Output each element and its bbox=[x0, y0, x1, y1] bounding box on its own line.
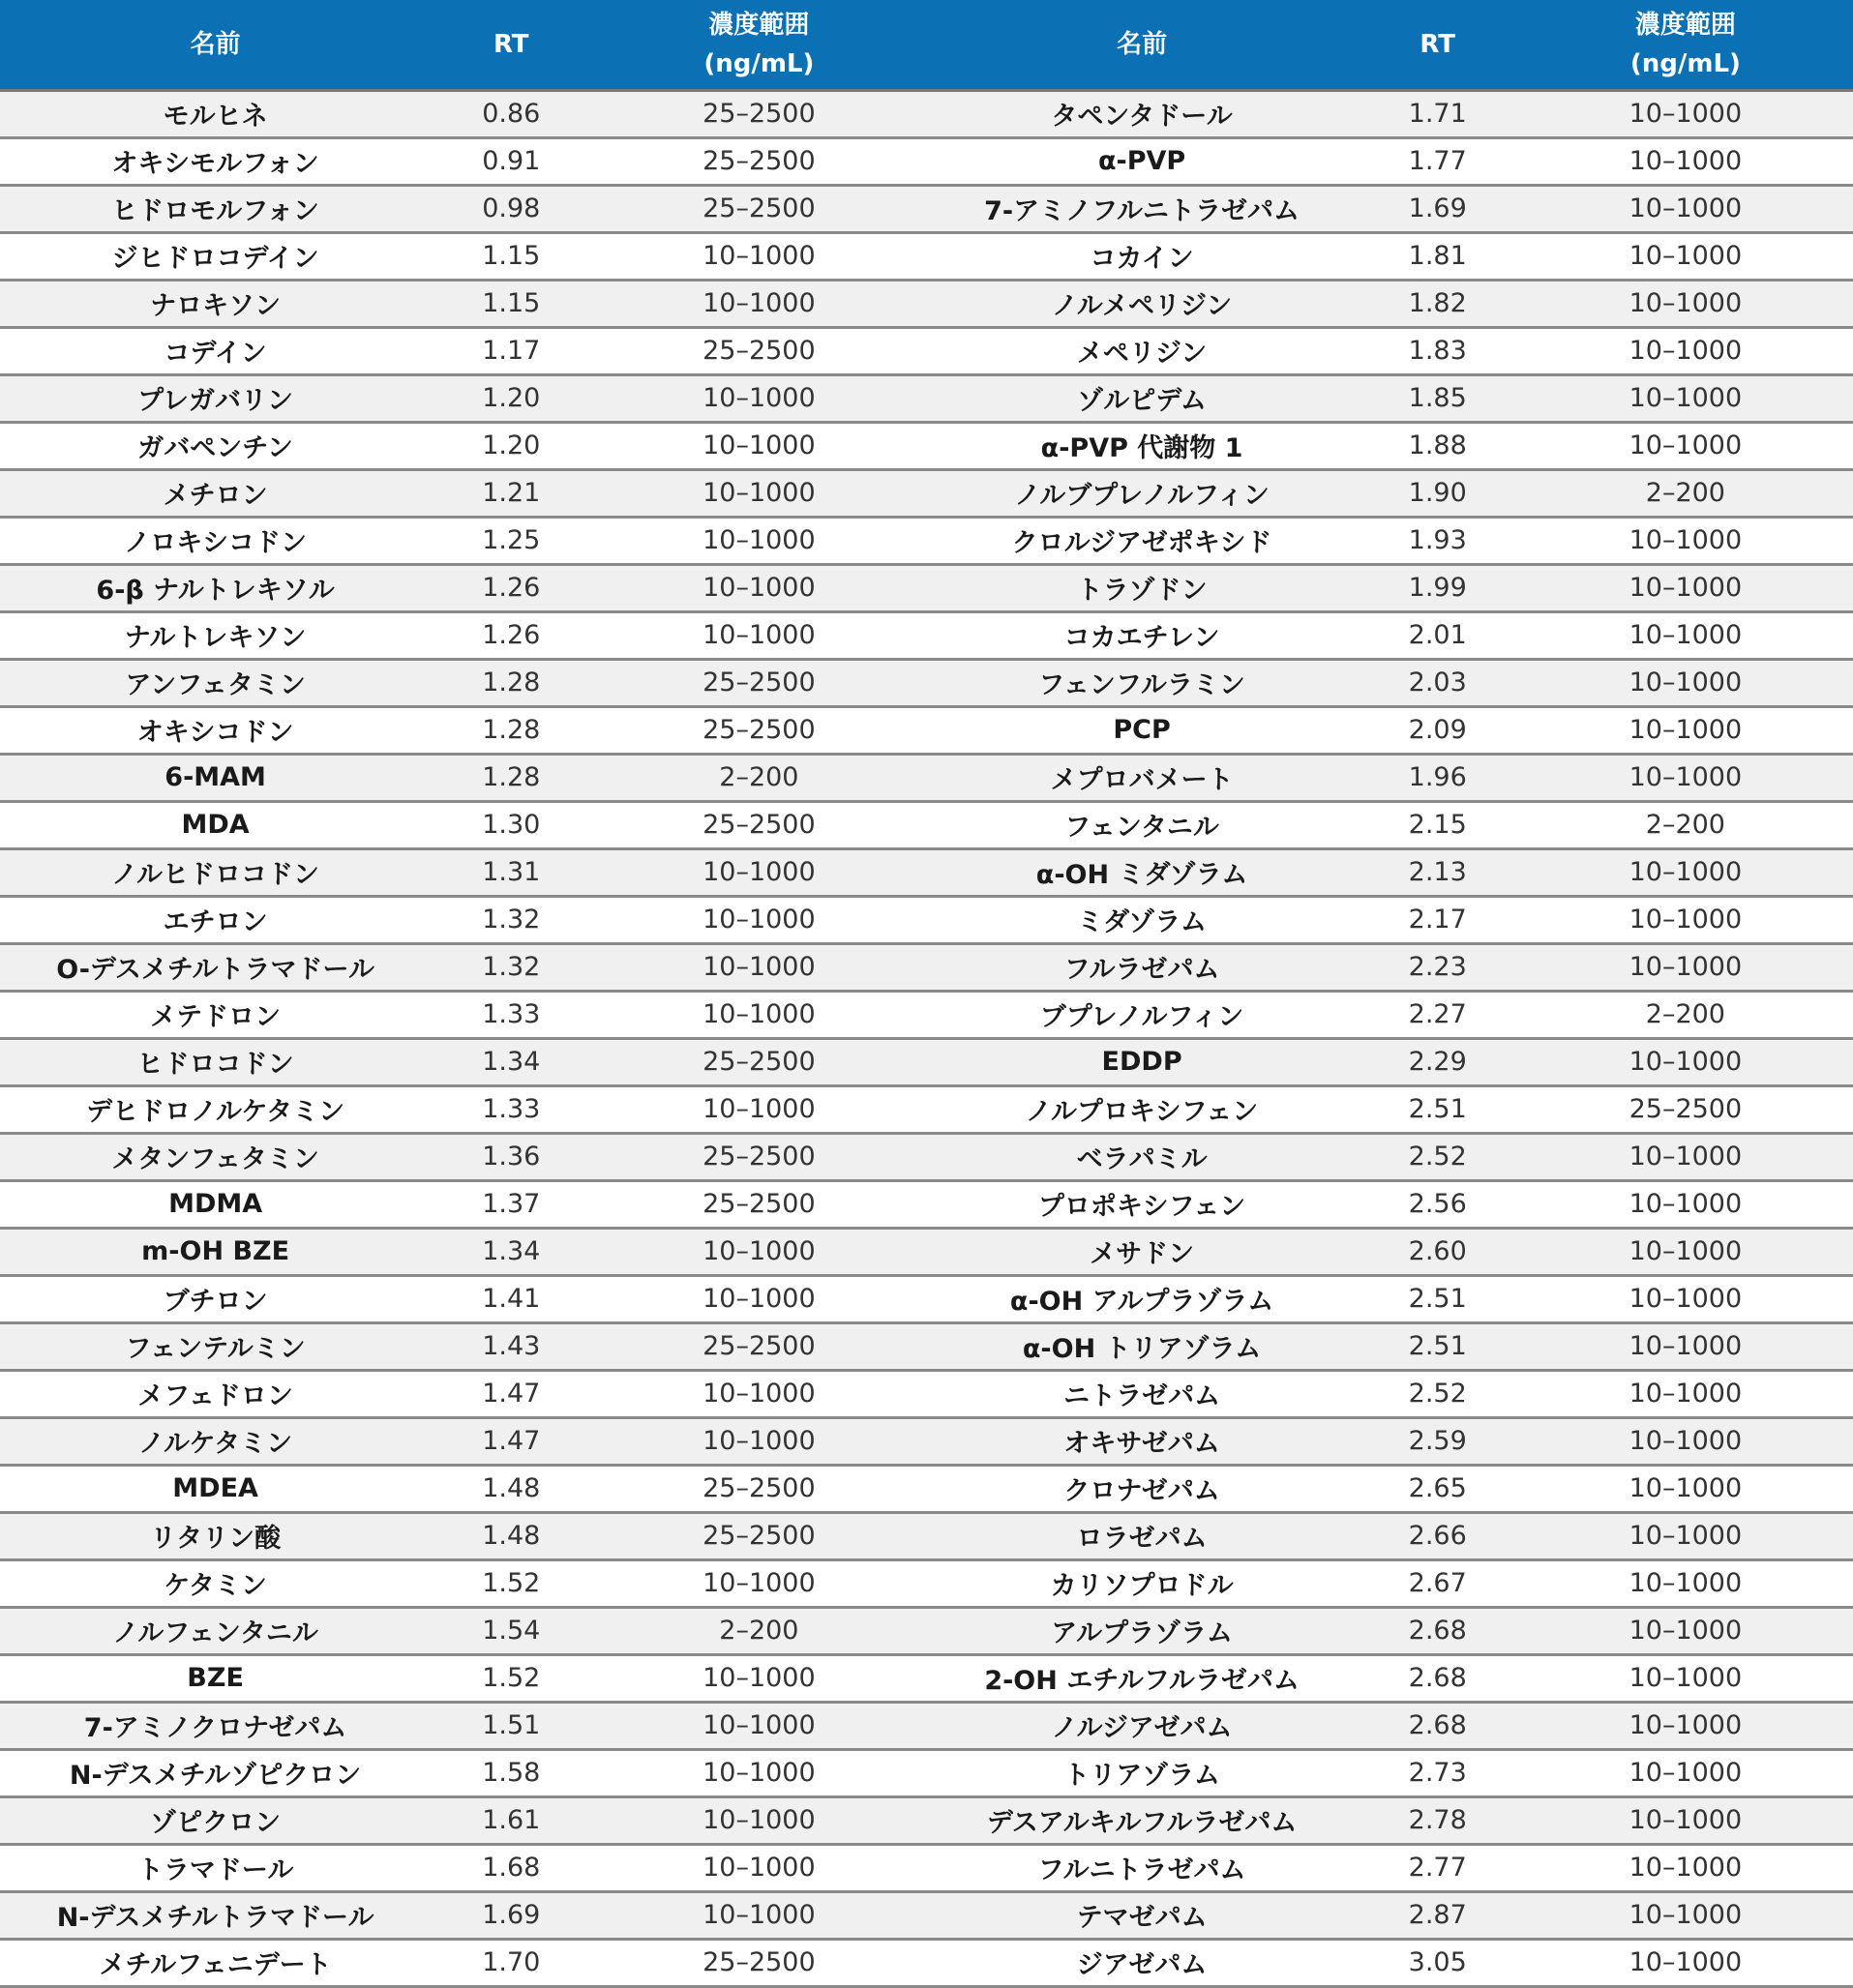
right-compound-name-cell: PCP bbox=[926, 706, 1357, 754]
left-rt-cell: 1.61 bbox=[431, 1796, 591, 1844]
left-concentration-range-cell: 10–1000 bbox=[591, 896, 926, 943]
table-row bbox=[0, 1038, 1853, 1085]
left-compound-name-cell: プレガバリン bbox=[0, 374, 431, 422]
right-rt-cell: 1.90 bbox=[1358, 469, 1518, 517]
left-concentration-range-cell: 25–2500 bbox=[591, 801, 926, 848]
table-row bbox=[0, 422, 1853, 469]
right-concentration-range-cell: 2–200 bbox=[1518, 801, 1853, 848]
right-rt-cell: 2.68 bbox=[1358, 1702, 1518, 1749]
right-concentration-range-cell: 10–1000 bbox=[1518, 1796, 1853, 1844]
left-concentration-range-cell: 25–2500 bbox=[591, 137, 926, 185]
right-rt-cell: 1.93 bbox=[1358, 517, 1518, 564]
left-rt-cell: 1.52 bbox=[431, 1559, 591, 1607]
right-rt-cell: 1.69 bbox=[1358, 185, 1518, 232]
left-concentration-range-cell: 10–1000 bbox=[591, 991, 926, 1038]
right-compound-name-cell: テマゼパム bbox=[926, 1891, 1357, 1939]
right-rt-cell: 1.77 bbox=[1358, 137, 1518, 185]
header-range-line2: (ng/mL) bbox=[703, 48, 815, 78]
right-rt-cell: 1.85 bbox=[1358, 374, 1518, 422]
table-row bbox=[0, 185, 1853, 232]
right-rt-cell: 2.60 bbox=[1358, 1228, 1518, 1275]
right-rt-cell: 2.66 bbox=[1358, 1512, 1518, 1559]
right-compound-name-cell: α-PVP 代謝物 1 bbox=[926, 422, 1357, 469]
right-rt-cell: 2.13 bbox=[1358, 848, 1518, 896]
right-concentration-range-cell: 10–1000 bbox=[1518, 137, 1853, 185]
left-rt-cell: 1.36 bbox=[431, 1133, 591, 1180]
right-compound-name-cell: ノルブプレノルフィン bbox=[926, 469, 1357, 517]
left-rt-cell: 1.54 bbox=[431, 1607, 591, 1654]
right-compound-name-cell: α-OH ミダゾラム bbox=[926, 848, 1357, 896]
left-compound-name-cell: メチルフェニデート bbox=[0, 1939, 431, 1986]
right-concentration-range-cell: 10–1000 bbox=[1518, 1891, 1853, 1939]
right-concentration-range-cell: 10–1000 bbox=[1518, 1607, 1853, 1654]
left-rt-cell: 1.20 bbox=[431, 422, 591, 469]
right-rt-cell: 2.65 bbox=[1358, 1465, 1518, 1512]
right-concentration-range-cell: 2–200 bbox=[1518, 991, 1853, 1038]
left-compound-name-cell: ヒドロコドン bbox=[0, 1038, 431, 1085]
right-rt-cell: 2.78 bbox=[1358, 1796, 1518, 1844]
table-row bbox=[0, 659, 1853, 706]
right-compound-name-cell: クロナゼパム bbox=[926, 1465, 1357, 1512]
header-rt-left: RT bbox=[431, 0, 591, 90]
header-rt-right: RT bbox=[1358, 0, 1518, 90]
right-rt-cell: 2.59 bbox=[1358, 1417, 1518, 1465]
left-concentration-range-cell: 10–1000 bbox=[591, 469, 926, 517]
right-rt-cell: 2.73 bbox=[1358, 1749, 1518, 1796]
left-rt-cell: 1.37 bbox=[431, 1180, 591, 1228]
header-range-right bbox=[1518, 0, 1853, 90]
right-concentration-range-cell: 10–1000 bbox=[1518, 1038, 1853, 1085]
left-concentration-range-cell: 10–1000 bbox=[591, 943, 926, 991]
right-rt-cell: 1.96 bbox=[1358, 754, 1518, 801]
table-row bbox=[0, 374, 1853, 422]
left-concentration-range-cell: 10–1000 bbox=[591, 1796, 926, 1844]
left-concentration-range-cell: 10–1000 bbox=[591, 1559, 926, 1607]
left-concentration-range-cell: 10–1000 bbox=[591, 1844, 926, 1891]
right-compound-name-cell: α-OH アルプラゾラム bbox=[926, 1275, 1357, 1322]
left-rt-cell: 1.32 bbox=[431, 943, 591, 991]
left-compound-name-cell: ナロキソン bbox=[0, 280, 431, 327]
table-row bbox=[0, 1228, 1853, 1275]
right-concentration-range-cell: 10–1000 bbox=[1518, 611, 1853, 659]
left-compound-name-cell: 6-β ナルトレキソル bbox=[0, 564, 431, 611]
right-compound-name-cell: 7-アミノフルニトラゼパム bbox=[926, 185, 1357, 232]
left-compound-name-cell: ガバペンチン bbox=[0, 422, 431, 469]
left-rt-cell: 1.52 bbox=[431, 1654, 591, 1702]
table-row bbox=[0, 848, 1853, 896]
table-row bbox=[0, 1607, 1853, 1654]
right-concentration-range-cell: 10–1000 bbox=[1518, 848, 1853, 896]
table-row bbox=[0, 1796, 1853, 1844]
left-compound-name-cell: トラマドール bbox=[0, 1844, 431, 1891]
right-concentration-range-cell: 10–1000 bbox=[1518, 1559, 1853, 1607]
left-compound-name-cell: N-デスメチルトラマドール bbox=[0, 1891, 431, 1939]
header-range-left bbox=[591, 0, 926, 90]
left-compound-name-cell: モルヒネ bbox=[0, 90, 431, 137]
right-rt-cell: 2.17 bbox=[1358, 896, 1518, 943]
right-concentration-range-cell: 10–1000 bbox=[1518, 754, 1853, 801]
right-compound-name-cell: カリソプロドル bbox=[926, 1559, 1357, 1607]
right-concentration-range-cell: 10–1000 bbox=[1518, 1512, 1853, 1559]
right-rt-cell: 1.71 bbox=[1358, 90, 1518, 137]
left-concentration-range-cell: 25–2500 bbox=[591, 1038, 926, 1085]
left-rt-cell: 1.15 bbox=[431, 232, 591, 280]
left-compound-name-cell: 7-アミノクロナゼパム bbox=[0, 1702, 431, 1749]
left-concentration-range-cell: 10–1000 bbox=[591, 1702, 926, 1749]
right-compound-name-cell: ベラパミル bbox=[926, 1133, 1357, 1180]
left-rt-cell: 1.26 bbox=[431, 564, 591, 611]
right-rt-cell: 2.68 bbox=[1358, 1654, 1518, 1702]
left-concentration-range-cell: 25–2500 bbox=[591, 90, 926, 137]
left-compound-name-cell: メテドロン bbox=[0, 991, 431, 1038]
left-concentration-range-cell: 2–200 bbox=[591, 1607, 926, 1654]
right-concentration-range-cell: 10–1000 bbox=[1518, 1749, 1853, 1796]
left-rt-cell: 1.28 bbox=[431, 754, 591, 801]
right-compound-name-cell: フルニトラゼパム bbox=[926, 1844, 1357, 1891]
table-row bbox=[0, 1891, 1853, 1939]
right-concentration-range-cell: 10–1000 bbox=[1518, 896, 1853, 943]
table-row bbox=[0, 1133, 1853, 1180]
left-compound-name-cell: BZE bbox=[0, 1654, 431, 1702]
header-range-line1: 濃度範囲 bbox=[1634, 10, 1736, 40]
right-concentration-range-cell: 10–1000 bbox=[1518, 1370, 1853, 1417]
right-compound-name-cell: ノルプロキシフェン bbox=[926, 1085, 1357, 1133]
left-compound-name-cell: ノルケタミン bbox=[0, 1417, 431, 1465]
right-rt-cell: 2.67 bbox=[1358, 1559, 1518, 1607]
table-row bbox=[0, 1749, 1853, 1796]
right-compound-name-cell: コカエチレン bbox=[926, 611, 1357, 659]
right-compound-name-cell: ノルジアゼパム bbox=[926, 1702, 1357, 1749]
left-concentration-range-cell: 10–1000 bbox=[591, 1085, 926, 1133]
table-row bbox=[0, 90, 1853, 137]
table-row bbox=[0, 1417, 1853, 1465]
left-concentration-range-cell: 25–2500 bbox=[591, 1939, 926, 1986]
right-compound-name-cell: タペンタドール bbox=[926, 90, 1357, 137]
right-rt-cell: 1.81 bbox=[1358, 232, 1518, 280]
left-rt-cell: 1.34 bbox=[431, 1038, 591, 1085]
right-compound-name-cell: アルプラゾラム bbox=[926, 1607, 1357, 1654]
left-concentration-range-cell: 10–1000 bbox=[591, 1891, 926, 1939]
table-row bbox=[0, 564, 1853, 611]
left-concentration-range-cell: 10–1000 bbox=[591, 1654, 926, 1702]
right-concentration-range-cell: 10–1000 bbox=[1518, 706, 1853, 754]
left-concentration-range-cell: 10–1000 bbox=[591, 1275, 926, 1322]
left-rt-cell: 1.20 bbox=[431, 374, 591, 422]
left-concentration-range-cell: 10–1000 bbox=[591, 1749, 926, 1796]
left-concentration-range-cell: 25–2500 bbox=[591, 1180, 926, 1228]
right-rt-cell: 2.01 bbox=[1358, 611, 1518, 659]
right-rt-cell: 2.52 bbox=[1358, 1133, 1518, 1180]
right-concentration-range-cell: 2–200 bbox=[1518, 469, 1853, 517]
table-row bbox=[0, 1085, 1853, 1133]
right-rt-cell: 1.88 bbox=[1358, 422, 1518, 469]
left-rt-cell: 1.31 bbox=[431, 848, 591, 896]
left-compound-name-cell: 6-MAM bbox=[0, 754, 431, 801]
header-name-right: 名前 bbox=[926, 0, 1357, 90]
left-compound-name-cell: コデイン bbox=[0, 327, 431, 374]
right-concentration-range-cell: 10–1000 bbox=[1518, 564, 1853, 611]
header-range-line2: (ng/mL) bbox=[1629, 48, 1741, 78]
table-row bbox=[0, 1939, 1853, 1986]
right-rt-cell: 2.23 bbox=[1358, 943, 1518, 991]
right-compound-name-cell: ブプレノルフィン bbox=[926, 991, 1357, 1038]
table-row bbox=[0, 1465, 1853, 1512]
right-rt-cell: 2.51 bbox=[1358, 1275, 1518, 1322]
left-concentration-range-cell: 25–2500 bbox=[591, 1133, 926, 1180]
left-rt-cell: 1.58 bbox=[431, 1749, 591, 1796]
right-compound-name-cell: プロポキシフェン bbox=[926, 1180, 1357, 1228]
right-compound-name-cell: メプロバメート bbox=[926, 754, 1357, 801]
header-name-left: 名前 bbox=[0, 0, 431, 90]
table-row bbox=[0, 1322, 1853, 1370]
right-rt-cell: 2.29 bbox=[1358, 1038, 1518, 1085]
right-concentration-range-cell: 10–1000 bbox=[1518, 1844, 1853, 1891]
left-compound-name-cell: N-デスメチルゾピクロン bbox=[0, 1749, 431, 1796]
left-concentration-range-cell: 25–2500 bbox=[591, 706, 926, 754]
left-rt-cell: 1.32 bbox=[431, 896, 591, 943]
right-concentration-range-cell: 10–1000 bbox=[1518, 327, 1853, 374]
right-concentration-range-cell: 10–1000 bbox=[1518, 1417, 1853, 1465]
left-concentration-range-cell: 2–200 bbox=[591, 754, 926, 801]
left-concentration-range-cell: 10–1000 bbox=[591, 232, 926, 280]
right-concentration-range-cell: 10–1000 bbox=[1518, 280, 1853, 327]
table-row bbox=[0, 517, 1853, 564]
table-row bbox=[0, 469, 1853, 517]
right-rt-cell: 2.03 bbox=[1358, 659, 1518, 706]
table-row bbox=[0, 1654, 1853, 1702]
right-compound-name-cell: ニトラゼパム bbox=[926, 1370, 1357, 1417]
left-compound-name-cell: アンフェタミン bbox=[0, 659, 431, 706]
table-row bbox=[0, 1559, 1853, 1607]
left-rt-cell: 1.28 bbox=[431, 706, 591, 754]
right-concentration-range-cell: 10–1000 bbox=[1518, 943, 1853, 991]
left-compound-name-cell: ヒドロモルフォン bbox=[0, 185, 431, 232]
table-row bbox=[0, 1180, 1853, 1228]
left-compound-name-cell: フェンテルミン bbox=[0, 1322, 431, 1370]
left-concentration-range-cell: 25–2500 bbox=[591, 1465, 926, 1512]
right-rt-cell: 1.99 bbox=[1358, 564, 1518, 611]
right-concentration-range-cell: 10–1000 bbox=[1518, 517, 1853, 564]
left-rt-cell: 1.70 bbox=[431, 1939, 591, 1986]
left-concentration-range-cell: 25–2500 bbox=[591, 327, 926, 374]
left-rt-cell: 1.47 bbox=[431, 1370, 591, 1417]
right-concentration-range-cell: 10–1000 bbox=[1518, 1939, 1853, 1986]
right-compound-name-cell: フルラゼパム bbox=[926, 943, 1357, 991]
right-rt-cell: 1.82 bbox=[1358, 280, 1518, 327]
left-concentration-range-cell: 10–1000 bbox=[591, 1228, 926, 1275]
left-concentration-range-cell: 10–1000 bbox=[591, 1370, 926, 1417]
right-rt-cell: 2.51 bbox=[1358, 1085, 1518, 1133]
table-row bbox=[0, 1844, 1853, 1891]
left-compound-name-cell: O-デスメチルトラマドール bbox=[0, 943, 431, 991]
table-row bbox=[0, 706, 1853, 754]
left-compound-name-cell: デヒドロノルケタミン bbox=[0, 1085, 431, 1133]
right-concentration-range-cell: 10–1000 bbox=[1518, 1654, 1853, 1702]
table-header bbox=[0, 0, 1853, 90]
right-concentration-range-cell: 10–1000 bbox=[1518, 1133, 1853, 1180]
left-concentration-range-cell: 10–1000 bbox=[591, 374, 926, 422]
left-compound-name-cell: メタンフェタミン bbox=[0, 1133, 431, 1180]
left-compound-name-cell: ジヒドロコデイン bbox=[0, 232, 431, 280]
left-rt-cell: 0.91 bbox=[431, 137, 591, 185]
left-compound-name-cell: ブチロン bbox=[0, 1275, 431, 1322]
left-concentration-range-cell: 10–1000 bbox=[591, 422, 926, 469]
right-compound-name-cell: α-PVP bbox=[926, 137, 1357, 185]
left-rt-cell: 1.15 bbox=[431, 280, 591, 327]
left-concentration-range-cell: 10–1000 bbox=[591, 517, 926, 564]
table-row bbox=[0, 1370, 1853, 1417]
left-rt-cell: 1.25 bbox=[431, 517, 591, 564]
right-compound-name-cell: α-OH トリアゾラム bbox=[926, 1322, 1357, 1370]
right-compound-name-cell: デスアルキルフルラゼパム bbox=[926, 1796, 1357, 1844]
right-concentration-range-cell: 10–1000 bbox=[1518, 1702, 1853, 1749]
left-rt-cell: 1.41 bbox=[431, 1275, 591, 1322]
left-rt-cell: 1.33 bbox=[431, 991, 591, 1038]
left-rt-cell: 0.86 bbox=[431, 90, 591, 137]
header-range-line1: 濃度範囲 bbox=[708, 10, 810, 40]
left-concentration-range-cell: 25–2500 bbox=[591, 185, 926, 232]
left-rt-cell: 1.48 bbox=[431, 1512, 591, 1559]
table-row bbox=[0, 943, 1853, 991]
table-row bbox=[0, 991, 1853, 1038]
right-compound-name-cell: ゾルピデム bbox=[926, 374, 1357, 422]
table-row bbox=[0, 611, 1853, 659]
right-concentration-range-cell: 10–1000 bbox=[1518, 1465, 1853, 1512]
right-compound-name-cell: ロラゼパム bbox=[926, 1512, 1357, 1559]
right-compound-name-cell: トラゾドン bbox=[926, 564, 1357, 611]
left-rt-cell: 0.98 bbox=[431, 185, 591, 232]
right-compound-name-cell: ジアゼパム bbox=[926, 1939, 1357, 1986]
left-compound-name-cell: ノルフェンタニル bbox=[0, 1607, 431, 1654]
left-concentration-range-cell: 10–1000 bbox=[591, 280, 926, 327]
left-compound-name-cell: オキシコドン bbox=[0, 706, 431, 754]
table-row bbox=[0, 801, 1853, 848]
left-rt-cell: 1.47 bbox=[431, 1417, 591, 1465]
right-concentration-range-cell: 10–1000 bbox=[1518, 422, 1853, 469]
right-rt-cell: 2.27 bbox=[1358, 991, 1518, 1038]
table-row bbox=[0, 280, 1853, 327]
right-compound-name-cell: フェンフルラミン bbox=[926, 659, 1357, 706]
table-row bbox=[0, 1512, 1853, 1559]
left-compound-name-cell: ナルトレキソン bbox=[0, 611, 431, 659]
left-compound-name-cell: MDA bbox=[0, 801, 431, 848]
table-row bbox=[0, 896, 1853, 943]
right-rt-cell: 3.05 bbox=[1358, 1939, 1518, 1986]
right-compound-name-cell: EDDP bbox=[926, 1038, 1357, 1085]
table-row bbox=[0, 754, 1853, 801]
header-row bbox=[0, 0, 1853, 90]
left-rt-cell: 1.33 bbox=[431, 1085, 591, 1133]
right-compound-name-cell: ノルメペリジン bbox=[926, 280, 1357, 327]
left-concentration-range-cell: 10–1000 bbox=[591, 1417, 926, 1465]
left-rt-cell: 1.34 bbox=[431, 1228, 591, 1275]
left-concentration-range-cell: 25–2500 bbox=[591, 1512, 926, 1559]
right-concentration-range-cell: 10–1000 bbox=[1518, 1322, 1853, 1370]
left-compound-name-cell: ノルヒドロコドン bbox=[0, 848, 431, 896]
right-rt-cell: 2.15 bbox=[1358, 801, 1518, 848]
left-rt-cell: 1.30 bbox=[431, 801, 591, 848]
right-rt-cell: 2.56 bbox=[1358, 1180, 1518, 1228]
left-concentration-range-cell: 25–2500 bbox=[591, 659, 926, 706]
right-rt-cell: 2.68 bbox=[1358, 1607, 1518, 1654]
right-concentration-range-cell: 10–1000 bbox=[1518, 90, 1853, 137]
left-compound-name-cell: MDEA bbox=[0, 1465, 431, 1512]
left-compound-name-cell: ノロキシコドン bbox=[0, 517, 431, 564]
right-rt-cell: 1.83 bbox=[1358, 327, 1518, 374]
table-row bbox=[0, 232, 1853, 280]
right-compound-name-cell: オキサゼパム bbox=[926, 1417, 1357, 1465]
left-rt-cell: 1.43 bbox=[431, 1322, 591, 1370]
right-concentration-range-cell: 10–1000 bbox=[1518, 374, 1853, 422]
left-rt-cell: 1.51 bbox=[431, 1702, 591, 1749]
right-compound-name-cell: メサドン bbox=[926, 1228, 1357, 1275]
right-compound-name-cell: コカイン bbox=[926, 232, 1357, 280]
right-compound-name-cell: メペリジン bbox=[926, 327, 1357, 374]
left-concentration-range-cell: 10–1000 bbox=[591, 848, 926, 896]
left-compound-name-cell: MDMA bbox=[0, 1180, 431, 1228]
right-concentration-range-cell: 25–2500 bbox=[1518, 1085, 1853, 1133]
left-rt-cell: 1.26 bbox=[431, 611, 591, 659]
left-compound-name-cell: メフェドロン bbox=[0, 1370, 431, 1417]
left-concentration-range-cell: 25–2500 bbox=[591, 1322, 926, 1370]
left-concentration-range-cell: 10–1000 bbox=[591, 611, 926, 659]
right-compound-name-cell: ミダゾラム bbox=[926, 896, 1357, 943]
right-concentration-range-cell: 10–1000 bbox=[1518, 1180, 1853, 1228]
right-concentration-range-cell: 10–1000 bbox=[1518, 659, 1853, 706]
table-row bbox=[0, 137, 1853, 185]
right-rt-cell: 2.77 bbox=[1358, 1844, 1518, 1891]
table-body bbox=[0, 90, 1853, 1986]
right-compound-name-cell: クロルジアゼポキシド bbox=[926, 517, 1357, 564]
left-compound-name-cell: ゾピクロン bbox=[0, 1796, 431, 1844]
table-row bbox=[0, 1702, 1853, 1749]
right-concentration-range-cell: 10–1000 bbox=[1518, 185, 1853, 232]
left-compound-name-cell: オキシモルフォン bbox=[0, 137, 431, 185]
table-row bbox=[0, 327, 1853, 374]
right-compound-name-cell: 2-OH エチルフルラゼパム bbox=[926, 1654, 1357, 1702]
right-rt-cell: 2.87 bbox=[1358, 1891, 1518, 1939]
right-rt-cell: 2.51 bbox=[1358, 1322, 1518, 1370]
right-compound-name-cell: フェンタニル bbox=[926, 801, 1357, 848]
right-rt-cell: 2.09 bbox=[1358, 706, 1518, 754]
right-concentration-range-cell: 10–1000 bbox=[1518, 1228, 1853, 1275]
table-row bbox=[0, 1275, 1853, 1322]
left-rt-cell: 1.28 bbox=[431, 659, 591, 706]
right-rt-cell: 2.52 bbox=[1358, 1370, 1518, 1417]
left-compound-name-cell: m-OH BZE bbox=[0, 1228, 431, 1275]
left-rt-cell: 1.69 bbox=[431, 1891, 591, 1939]
right-concentration-range-cell: 10–1000 bbox=[1518, 232, 1853, 280]
right-compound-name-cell: トリアゾラム bbox=[926, 1749, 1357, 1796]
left-rt-cell: 1.68 bbox=[431, 1844, 591, 1891]
left-compound-name-cell: ケタミン bbox=[0, 1559, 431, 1607]
left-compound-name-cell: エチロン bbox=[0, 896, 431, 943]
left-rt-cell: 1.21 bbox=[431, 469, 591, 517]
left-concentration-range-cell: 10–1000 bbox=[591, 564, 926, 611]
left-compound-name-cell: リタリン酸 bbox=[0, 1512, 431, 1559]
right-concentration-range-cell: 10–1000 bbox=[1518, 1275, 1853, 1322]
left-rt-cell: 1.17 bbox=[431, 327, 591, 374]
left-rt-cell: 1.48 bbox=[431, 1465, 591, 1512]
left-compound-name-cell: メチロン bbox=[0, 469, 431, 517]
